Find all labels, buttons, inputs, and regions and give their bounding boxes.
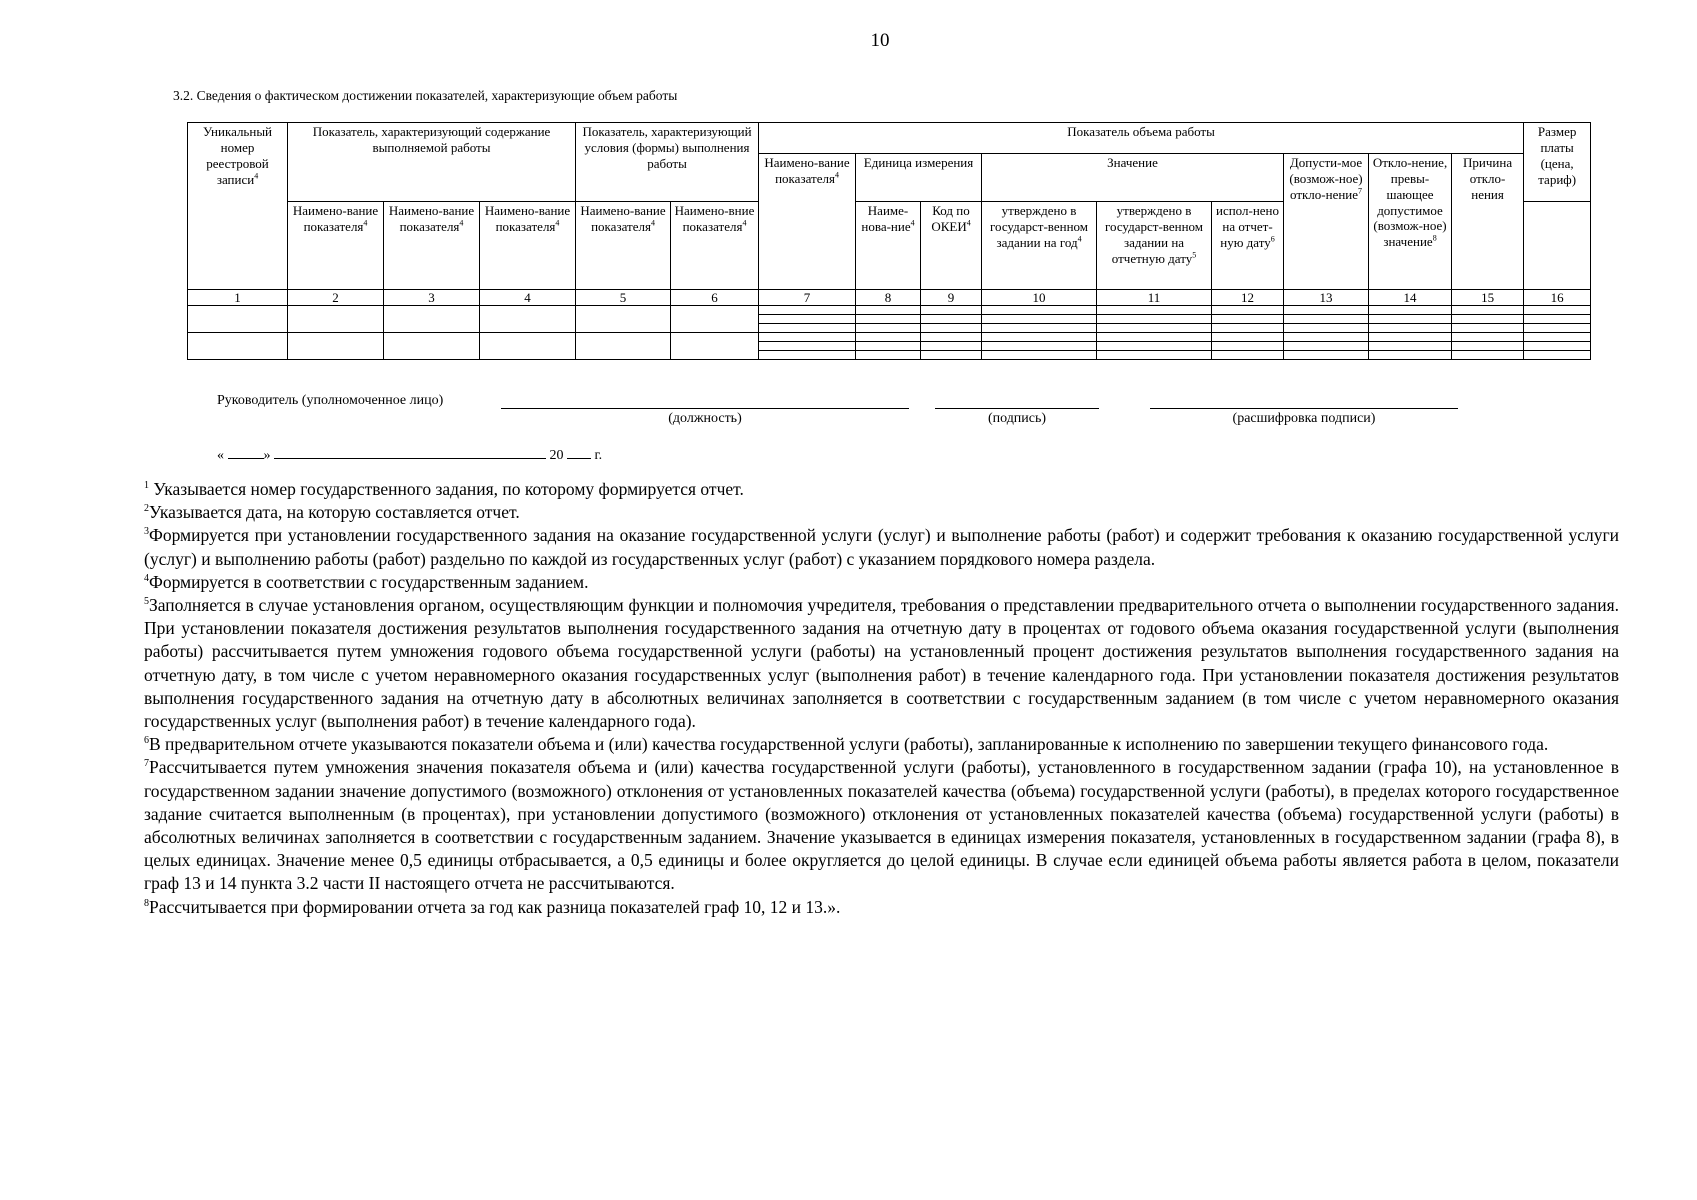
header-conditions-name-2: Наимено-вние показателя$^4$ — [671, 202, 759, 290]
empty-cell — [1284, 324, 1369, 333]
header-indicator-name: Наимено-вание показателя$^4$ — [759, 154, 856, 290]
empty-cell — [982, 342, 1097, 351]
header-approved-date: утверждено в государст-венном задании на отчетную дату$^5$ — [1097, 202, 1212, 290]
empty-cell — [671, 306, 759, 333]
empty-cell — [1452, 324, 1524, 333]
header-volume-group: Показатель объема работы — [759, 123, 1524, 154]
empty-cell — [576, 306, 671, 333]
header-executed-date: испол-нено на отчет-ную дату$^6$ — [1212, 202, 1284, 290]
empty-cell — [1452, 342, 1524, 351]
empty-cell — [576, 333, 671, 360]
position-caption: (должность) — [668, 411, 742, 426]
footnote-1: $^1$ Указывается номер государственного задания, по которому формируется отчет. — [144, 479, 744, 499]
empty-cell — [1452, 306, 1524, 315]
empty-cell — [921, 315, 982, 324]
empty-cell — [1212, 315, 1284, 324]
table-row — [188, 306, 1591, 315]
column-number: 5 — [576, 290, 671, 306]
date-open-quote: « — [217, 448, 224, 463]
header-content-name-3: Наимено-вание показателя$^4$ — [480, 202, 576, 290]
header-conditions-name-1: Наимено-вание показателя$^4$ — [576, 202, 671, 290]
table-row — [188, 333, 1591, 342]
empty-cell — [480, 333, 576, 360]
column-number: 3 — [384, 290, 480, 306]
column-number: 11 — [1097, 290, 1212, 306]
empty-cell — [1284, 351, 1369, 360]
footnote-5: $^5$Заполняется в случае установления органом, осуществляющим функции и полномочия учредителя, требования о представлении предварительного отчета о выполнении государственного задания. При установлении показателя достижения результатов выполнения государственного задания на отчетную дату в процентах от годового объема оказания государственной услуги (выполнения работы) рассчитывается путем умножения годового объема государственной услуги (работы) на установленный процент достижения результатов выполнения государственного задания на отчетную дату, в том числе с учетом неравномерного оказания государственных услуг (выполнения работ) в течение календарного года. При установлении показателя достижения результатов выполнения государственного задания на отчетную дату в абсолютных величинах заполняется в соответствии с государственным заданием (в том числе с учетом неравномерного оказания государственных услуг (выполнения работ) в течение календарного года). — [144, 595, 1619, 732]
column-number: 4 — [480, 290, 576, 306]
empty-cell — [759, 315, 856, 324]
column-number: 10 — [982, 290, 1097, 306]
header-unit-group: Единица измерения — [856, 154, 982, 202]
empty-cell — [1524, 342, 1591, 351]
section-title: 3.2. Сведения о фактическом достижении показателей, характеризующие объем работы — [173, 88, 678, 103]
empty-cell — [1452, 351, 1524, 360]
empty-cell — [921, 324, 982, 333]
signature-line — [935, 408, 1099, 409]
column-number: 8 — [856, 290, 921, 306]
footnotes — [144, 478, 1619, 919]
empty-cell — [759, 342, 856, 351]
empty-cell — [1524, 324, 1591, 333]
header-content-name-2: Наимено-вание показателя$^4$ — [384, 202, 480, 290]
year-suffix: г. — [594, 448, 603, 463]
empty-cell — [921, 351, 982, 360]
empty-cell — [1369, 333, 1452, 342]
empty-cell — [1097, 324, 1212, 333]
empty-cell — [1524, 333, 1591, 342]
year-prefix: 20 — [549, 448, 564, 463]
empty-cell — [1369, 306, 1452, 315]
empty-cell — [982, 351, 1097, 360]
header-payment-empty — [1524, 202, 1591, 290]
column-numbers-row — [188, 290, 1591, 306]
header-content-name-1: Наимено-вание показателя$^4$ — [288, 202, 384, 290]
header-value-group: Значение — [982, 154, 1284, 202]
empty-cell — [1284, 315, 1369, 324]
footnote-4: $^4$Формируется в соответствии с государственным заданием. — [144, 571, 589, 592]
footnote-6: $^6$В предварительном отчете указываются показатели объема и (или) качества государственной услуги (работы), запланированные к исполнению по завершении текущего финансового года. — [144, 734, 1549, 755]
empty-cell — [1369, 342, 1452, 351]
empty-cell — [759, 324, 856, 333]
empty-cell — [759, 333, 856, 342]
empty-cell — [1212, 306, 1284, 315]
empty-cell — [759, 351, 856, 360]
date-close-quote: » — [263, 448, 271, 463]
day-blank — [228, 458, 264, 459]
empty-cell — [856, 315, 921, 324]
empty-cell — [1212, 333, 1284, 342]
empty-cell — [1212, 342, 1284, 351]
empty-cell — [921, 306, 982, 315]
empty-cell — [982, 306, 1097, 315]
empty-cell — [759, 306, 856, 315]
volume-report-table — [187, 122, 1591, 360]
empty-cell — [1212, 351, 1284, 360]
column-number: 16 — [1524, 290, 1591, 306]
empty-cell — [1097, 306, 1212, 315]
header-reason: Причина откло-нения — [1452, 154, 1524, 290]
year-blank — [567, 458, 591, 459]
month-blank — [274, 458, 546, 459]
decoding-line — [1150, 408, 1458, 409]
header-excess-deviation: Откло-нение, превы-шающее допустимое (возмож-ное) значение$^8$ — [1369, 154, 1452, 290]
empty-cell — [384, 333, 480, 360]
column-number: 7 — [759, 290, 856, 306]
header-payment: Размер платы (цена, тариф) — [1524, 123, 1591, 202]
empty-cell — [384, 306, 480, 333]
signature-caption: (подпись) — [987, 411, 1047, 426]
column-number: 9 — [921, 290, 982, 306]
empty-cell — [188, 333, 288, 360]
column-number: 2 — [288, 290, 384, 306]
header-okei-code: Код по ОКЕИ$^4$ — [921, 202, 982, 290]
header-conditions-group: Показатель, характеризующий условия (формы) выполнения работы — [576, 123, 759, 202]
empty-cell — [1452, 333, 1524, 342]
column-number: 6 — [671, 290, 759, 306]
empty-cell — [1524, 351, 1591, 360]
empty-cell — [982, 324, 1097, 333]
column-number: 13 — [1284, 290, 1369, 306]
empty-cell — [1452, 315, 1524, 324]
column-number: 1 — [188, 290, 288, 306]
empty-cell — [856, 306, 921, 315]
header-unique-number: Уникальный номер реестровой записи$^4$ — [188, 123, 288, 290]
empty-cell — [188, 306, 288, 333]
date-line — [217, 448, 602, 464]
empty-cell — [921, 342, 982, 351]
empty-cell — [1369, 315, 1452, 324]
empty-cell — [1369, 351, 1452, 360]
column-number: 14 — [1369, 290, 1452, 306]
empty-cell — [1097, 333, 1212, 342]
empty-cell — [856, 324, 921, 333]
empty-cell — [1284, 342, 1369, 351]
header-approved-year: утверждено в государст-венном задании на год$^4$ — [982, 202, 1097, 290]
empty-cell — [982, 315, 1097, 324]
empty-cell — [921, 333, 982, 342]
empty-cell — [1097, 351, 1212, 360]
empty-cell — [1369, 324, 1452, 333]
header-content-group: Показатель, характеризующий содержание выполняемой работы — [288, 123, 576, 202]
empty-cell — [1284, 306, 1369, 315]
footnote-7: $^7$Рассчитывается путем умножения значения показателя объема и (или) качества государственной услуги (работы), установленного в государственном задании (графа 10), на установленное в государственном задании значение допустимого (возможного) отклонения от установленных показателей качества (объема) государственной услуги (работы), в пределах которого государственное задание считается выполненным (в процентах), при установлении допустимого (возможного) отклонения от установленных показателей качества (объема) государственной услуги (работы) в абсолютных величинах заполняется в соответствии с государственным заданием. Значение указывается в единицах измерения показателя, установленных в государственном задании (графа 8), в целых единицах. Значение менее 0,5 единицы отбрасывается, а 0,5 единицы и более округляется до целой единицы. В случае если единицей объема работы является работа в целом, показатели граф 13 и 14 пункта 3.2 части II настоящего отчета не рассчитываются. — [144, 757, 1619, 894]
empty-cell — [856, 342, 921, 351]
empty-cell — [1212, 324, 1284, 333]
footnote-2: $^2$Указывается дата, на которую составляется отчет. — [144, 502, 520, 523]
header-allowed-deviation: Допусти-мое (возмож-ное) откло-нение$^7$ — [1284, 154, 1369, 290]
column-number: 15 — [1452, 290, 1524, 306]
decoding-caption: (расшифровка подписи) — [1232, 411, 1376, 426]
empty-cell — [1524, 306, 1591, 315]
empty-cell — [480, 306, 576, 333]
header-unit-name: Наиме-нова-ние$^4$ — [856, 202, 921, 290]
empty-cell — [1524, 315, 1591, 324]
signature-label: Руководитель (уполномоченное лицо) — [217, 393, 444, 408]
empty-cell — [288, 333, 384, 360]
footnote-8: $^8$Рассчитывается при формировании отчета за год как разница показателей граф 10, 12 и 13.». — [144, 896, 841, 917]
empty-cell — [982, 333, 1097, 342]
empty-cell — [856, 333, 921, 342]
column-number: 12 — [1212, 290, 1284, 306]
empty-cell — [671, 333, 759, 360]
position-line — [501, 408, 909, 409]
empty-cell — [288, 306, 384, 333]
footnote-3: $^3$Формируется при установлении государственного задания на оказание государственной услуги (услуг) и выполнение работы (работ) и содержит требования к оказанию государственной услуги (услуг) и выполнению работы (работ) раздельно по каждой из государственных услуг (работ) с указанием порядкового номера раздела. — [144, 525, 1619, 569]
empty-cell — [1097, 315, 1212, 324]
empty-cell — [1097, 342, 1212, 351]
empty-cell — [1284, 333, 1369, 342]
empty-cell — [856, 351, 921, 360]
page-number: 10 — [870, 30, 890, 51]
